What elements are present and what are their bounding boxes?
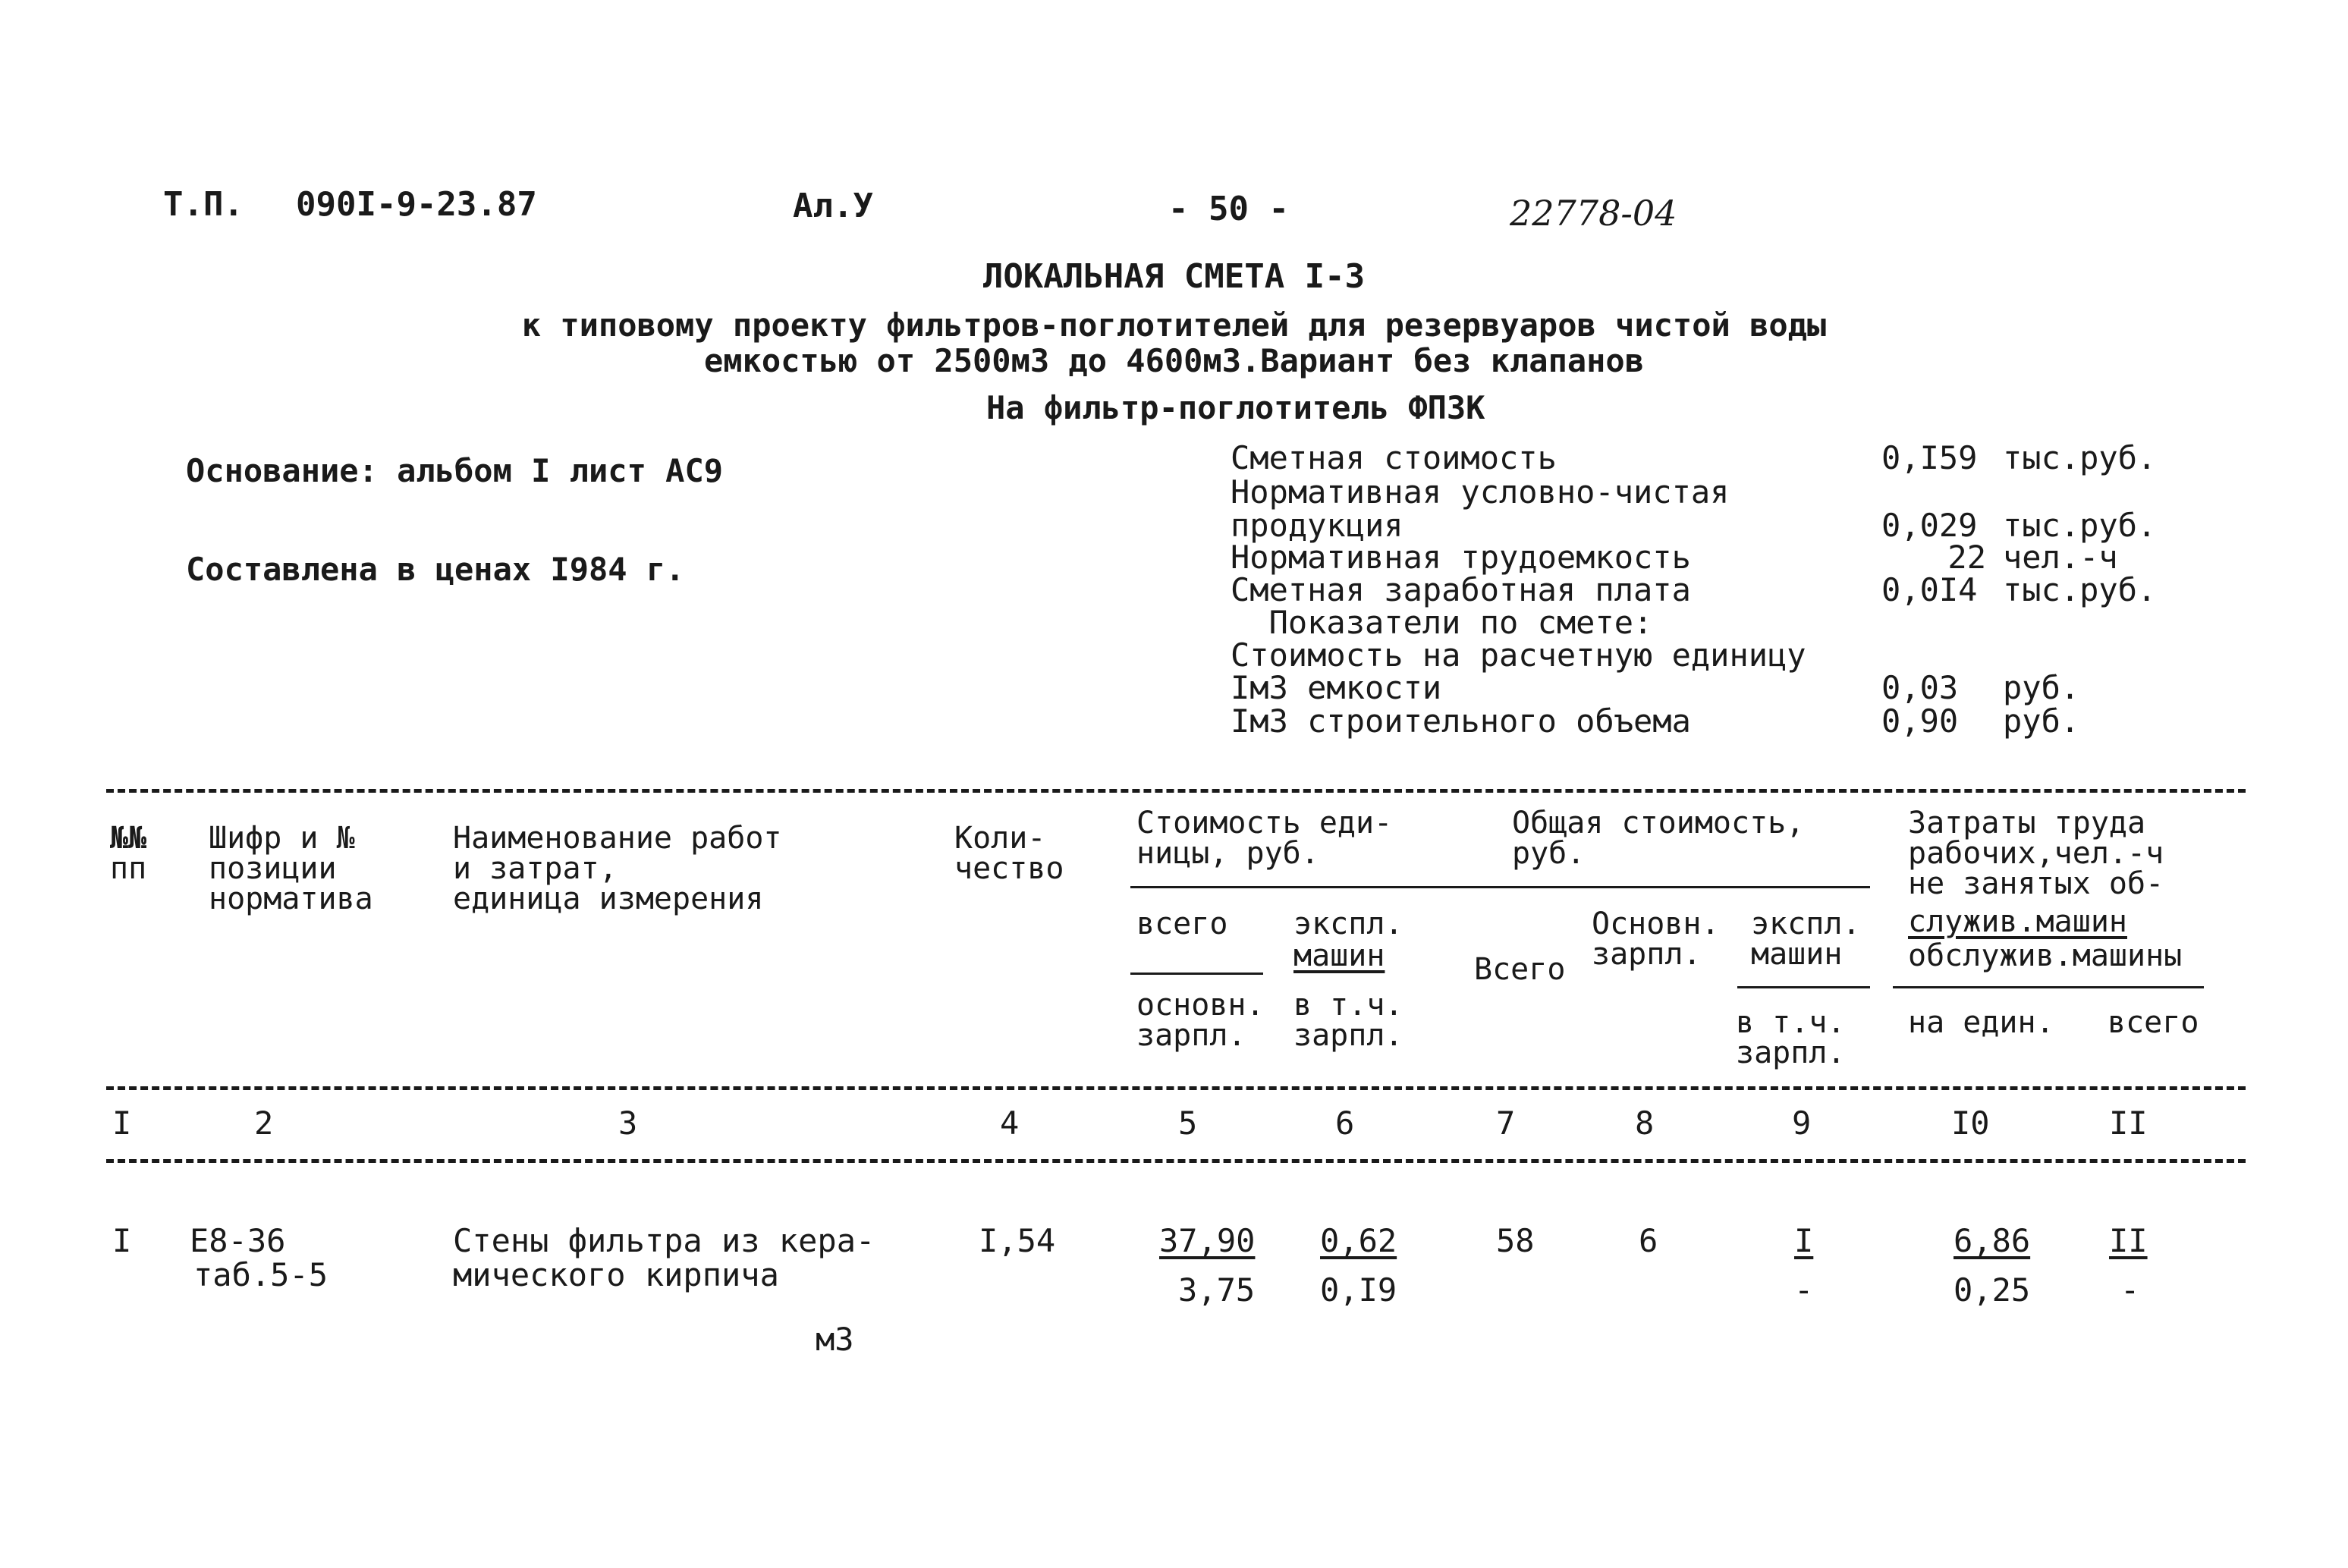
- header-unit-cost-line2: ницы, руб.: [1136, 836, 1319, 871]
- row-qty: I,54: [979, 1222, 1056, 1259]
- title-subtitle-line2: емкостью от 2500м3 до 4600м3.Вариант без клапанов: [703, 342, 1645, 379]
- header-total-machines-line2: машин: [1751, 937, 1843, 972]
- header-total-machines-rule: [1737, 986, 1870, 988]
- album-label: Ал.У: [793, 187, 873, 225]
- header-labor-service: обслужив.машины: [1908, 938, 2183, 973]
- header-num-line2: пп: [110, 851, 147, 886]
- column-number: 7: [1496, 1105, 1516, 1142]
- summary-label: Нормативная трудоемкость: [1231, 539, 1691, 576]
- header-cost-rule: [1130, 886, 1870, 888]
- row-code-line1: Е8-36: [190, 1222, 286, 1259]
- header-labor-line2: рабочих,чел.-ч: [1908, 836, 2164, 871]
- header-unit-incl-wage-line2: зарпл.: [1293, 1018, 1403, 1053]
- page-number: - 50 -: [1168, 190, 1289, 228]
- header-labor-total: всего: [2108, 1005, 2199, 1040]
- header-unit-cost-line1: Стоимость еди-: [1136, 806, 1393, 841]
- header-total-all: Всего: [1474, 952, 1566, 987]
- header-qty-line1: Коли-: [954, 821, 1046, 856]
- summary-label: Сметная заработная плата: [1231, 571, 1691, 608]
- summary-unit: чел.-ч: [2003, 539, 2118, 576]
- row-unit: м3: [816, 1321, 854, 1358]
- header-code-line1: Шифр и №: [209, 821, 355, 856]
- column-number: 3: [618, 1105, 638, 1142]
- row-labor-per-unit-service: 0,25: [1954, 1271, 2031, 1309]
- summary-unit: руб.: [2003, 702, 2080, 740]
- header-unit-total-rule: [1130, 973, 1263, 975]
- tp-label: Т.П.: [163, 185, 244, 224]
- header-labor-line1: Затраты труда: [1908, 806, 2146, 841]
- row-total-basic-wage: 6: [1639, 1222, 1658, 1259]
- header-num-line1: №№: [110, 821, 147, 856]
- summary-label: Нормативная условно-чистая: [1231, 473, 1730, 511]
- header-name-line1: Наименование работ: [453, 821, 782, 856]
- header-code-line2: позиции: [209, 851, 337, 886]
- row-unit-machines-wage: 0,I9: [1320, 1271, 1397, 1309]
- summary-label: Сметная стоимость: [1231, 439, 1557, 476]
- column-number: II: [2109, 1105, 2148, 1142]
- summary-unit: тыс.руб.: [2003, 507, 2157, 544]
- header-total-incl-wage-line1: в т.ч.: [1736, 1005, 1846, 1040]
- header-code-line3: норматива: [209, 881, 373, 916]
- document-title: ЛОКАЛЬНАЯ СМЕТА I-3: [982, 257, 1366, 296]
- row-code-line2: таб.5-5: [193, 1256, 328, 1293]
- row-total-machines-wage: -: [1794, 1271, 1814, 1309]
- summary-value: 0,0I4: [1881, 571, 1978, 608]
- column-numbers-bottom-rule: [106, 1159, 2246, 1163]
- header-labor-per-unit: на един.: [1908, 1005, 2054, 1040]
- summary-label: продукция: [1231, 507, 1403, 544]
- summary-label: Iм3 емкости: [1231, 669, 1442, 706]
- header-unit-machines-line2: машин: [1293, 938, 1385, 973]
- row-labor-per-unit: 6,86: [1954, 1222, 2031, 1259]
- summary-value: 0,029: [1881, 507, 1978, 544]
- header-unit-incl-wage-line1: в т.ч.: [1293, 988, 1403, 1023]
- title-object: На фильтр-поглотитель ФПЗК: [986, 389, 1485, 426]
- column-number: 6: [1335, 1105, 1355, 1142]
- column-number: I: [112, 1105, 132, 1142]
- header-total-incl-wage-line2: зарпл.: [1736, 1035, 1846, 1070]
- summary-value: 0,90: [1881, 702, 1959, 740]
- column-number: 2: [254, 1105, 274, 1142]
- row-unit-total: 37,90: [1159, 1222, 1256, 1259]
- header-total-cost-line2: руб.: [1512, 836, 1586, 871]
- row-total: 58: [1496, 1222, 1535, 1259]
- prices-text: Составлена в ценах I984 г.: [186, 551, 685, 588]
- header-unit-basic-wage-line2: зарпл.: [1136, 1018, 1246, 1053]
- row-unit-machines: 0,62: [1320, 1222, 1397, 1259]
- header-labor-line3: не занятых об-: [1908, 866, 2164, 901]
- summary-unit: руб.: [2003, 669, 2080, 706]
- summary-label: Iм3 строительного объема: [1231, 702, 1691, 740]
- summary-unit: тыс.руб.: [2003, 439, 2157, 476]
- header-qty-line2: чество: [954, 851, 1064, 886]
- header-name-line3: единица измерения: [453, 881, 764, 916]
- summary-label: Стоимость на расчетную единицу: [1231, 636, 1806, 674]
- summary-value: 22: [1947, 539, 1986, 576]
- summary-value: 0,03: [1881, 669, 1959, 706]
- summary-value: 0,I59: [1881, 439, 1978, 476]
- table-top-rule: [106, 789, 2246, 793]
- header-labor-line4: служив.машин: [1908, 904, 2127, 939]
- title-subtitle-line1: к типовому проекту фильтров-поглотителей для резервуаров чистой воды: [521, 306, 1827, 344]
- header-unit-total: всего: [1136, 907, 1228, 941]
- summary-label: Показатели по смете:: [1231, 604, 1653, 641]
- header-total-machines-line1: экспл.: [1751, 907, 1861, 941]
- header-unit-basic-wage-line1: основн.: [1136, 988, 1265, 1023]
- row-labor-total-service: -: [2120, 1271, 2140, 1309]
- row-name-line1: Стены фильтра из кера-: [453, 1222, 875, 1259]
- row-labor-total: II: [2109, 1222, 2148, 1259]
- header-unit-machines-line1: экспл.: [1293, 907, 1403, 941]
- tp-code: 090I-9-23.87: [296, 185, 537, 224]
- header-total-cost-line1: Общая стоимость,: [1512, 806, 1805, 841]
- header-total-basic-wage-line2: зарпл.: [1592, 937, 1702, 972]
- column-number: 5: [1178, 1105, 1198, 1142]
- column-number: 4: [1000, 1105, 1020, 1142]
- row-name-line2: мического кирпича: [453, 1256, 779, 1293]
- row-unit-basic-wage: 3,75: [1178, 1271, 1256, 1309]
- row-total-machines: I: [1794, 1222, 1814, 1259]
- summary-unit: тыс.руб.: [2003, 571, 2157, 608]
- column-number: I0: [1951, 1105, 1990, 1142]
- row-number: I: [112, 1222, 132, 1259]
- header-name-line2: и затрат,: [453, 851, 618, 886]
- basis-text: Основание: альбом I лист АС9: [186, 452, 724, 489]
- column-number: 8: [1635, 1105, 1655, 1142]
- header-total-basic-wage-line1: Основн.: [1592, 907, 1720, 941]
- doc-number: 22778-04: [1510, 193, 1677, 234]
- column-numbers-top-rule: [106, 1086, 2246, 1090]
- column-number: 9: [1792, 1105, 1812, 1142]
- header-labor-rule: [1893, 986, 2204, 988]
